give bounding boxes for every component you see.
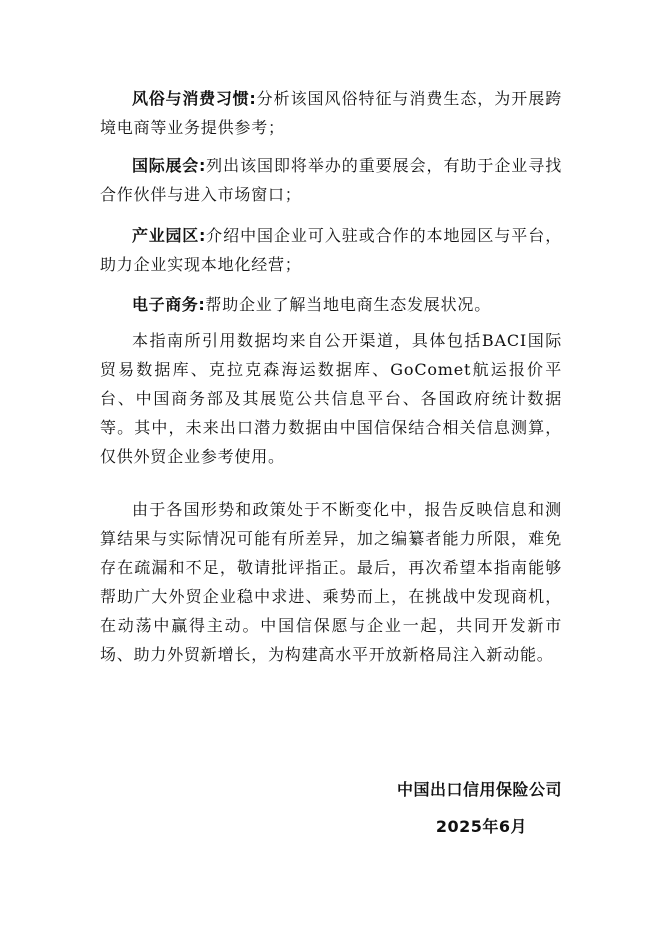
paragraph-closing-remarks: 由于各国形势和政策处于不断变化中，报告反映信息和测算结果与实际情况可能有所差异，加之编纂者能力所限，难免存在疏漏和不足，敬请批评指正。最后，再次希望本指南能够帮助广大外贸企业稳中求进、乘势而上，在挑战中发现商机，在动荡中赢得主动。中国信保愿与企业一起，共同开发新市场、助力外贸新增长，为构建高水平开放新格局注入新动能。 [100,500,562,664]
definition-text: 帮助企业了解当地电商生态发展状况。 [205,295,492,314]
definition-e-commerce [100,290,562,319]
signature-organization: 中国出口信用保险公司 [396,780,562,799]
definition-industrial-parks [100,221,562,279]
definition-text: 分析该国风俗特征与消费生态，为开展跨境电商等业务提供参考； [100,89,562,137]
definition-term: 产业园区: [132,226,207,245]
definition-text: 列出该国即将举办的重要展会，有助于企业寻找合作伙伴与进入市场窗口； [100,156,562,204]
signature-date: 2025年6月 [435,817,527,836]
definition-text: 介绍中国企业可入驻或合作的本地园区与平台，助力企业实现本地化经营； [100,226,562,274]
definition-term: 电子商务: [132,295,206,314]
paragraph-data-sources: 本指南所引用数据均来自公开渠道，具体包括BACI国际贸易数据库、克拉克森海运数据库、GoComet航运报价平台、中国商务部及其展览公共信息平台、各国政府统计数据等。其中，未来出口潜力数据由中国信保结合相关信息测算，仅供外贸企业参考使用。 [100,331,562,466]
definition-term: 国际展会: [132,156,207,175]
definition-term: 风俗与消费习惯: [132,89,257,108]
definition-international-exhibitions [100,151,562,209]
definition-customs-consumption [100,84,562,142]
